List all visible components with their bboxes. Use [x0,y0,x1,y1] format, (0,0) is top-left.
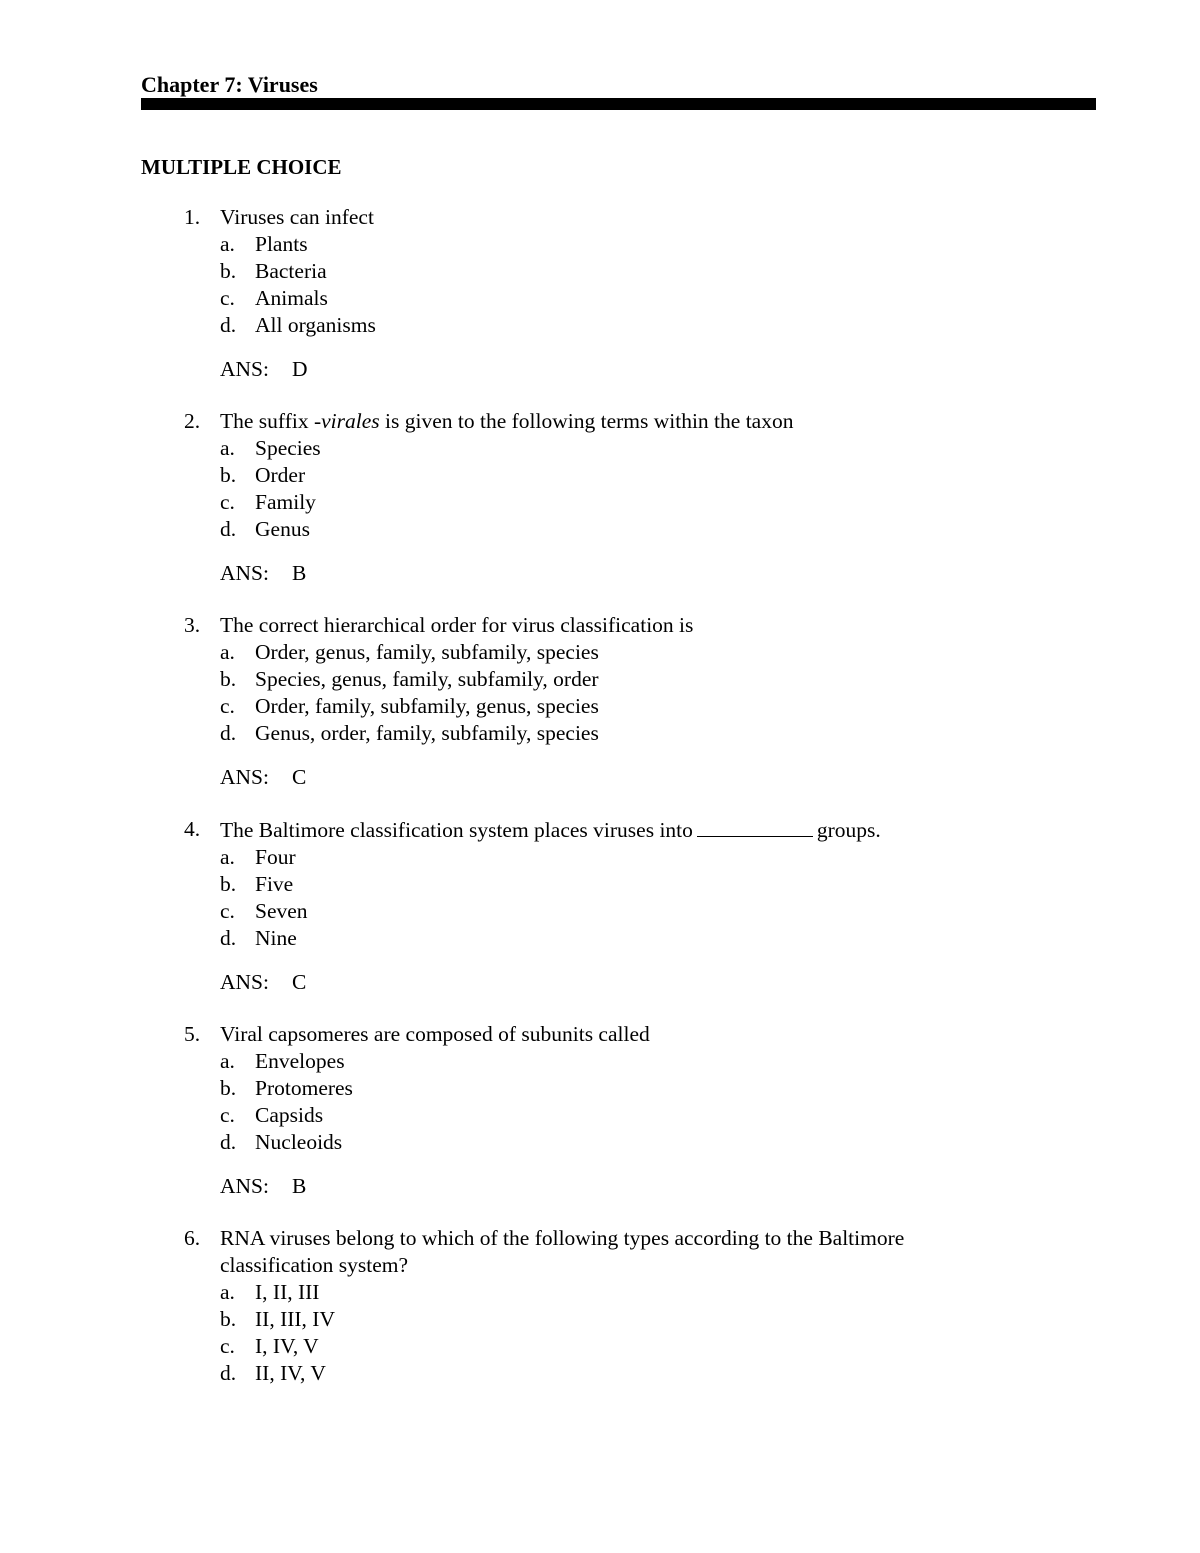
option-c [220,1102,1096,1129]
option-letter: b. [220,463,237,487]
answer-line [220,560,1096,587]
option-list [220,844,1096,952]
option-text: Seven [255,899,308,923]
option-letter: a. [220,845,235,869]
option-a [220,435,1096,462]
option-b [220,462,1096,489]
question-5 [141,1021,1096,1200]
question-stem: Viruses can infect [220,205,374,229]
option-letter: c. [220,694,235,718]
fill-in-blank [697,816,813,837]
question-list [141,204,1096,1387]
option-text: Four [255,845,296,869]
answer-line [220,356,1096,383]
option-text: Animals [255,286,328,310]
option-letter: b. [220,1307,237,1331]
option-letter: d. [220,1361,237,1385]
option-text: Genus, order, family, subfamily, species [255,721,599,745]
option-d [220,925,1096,952]
answer-value: D [292,357,308,381]
question-stem-italic: virales [321,409,380,433]
option-text: II, IV, V [255,1361,326,1385]
question-number: 1. [184,205,201,229]
answer-label: ANS: [220,970,269,994]
option-letter: b. [220,872,237,896]
option-c [220,898,1096,925]
question-number: 2. [184,409,201,433]
option-text: Bacteria [255,259,327,283]
option-c [220,693,1096,720]
option-d [220,1129,1096,1156]
question-stem-post: is given to the following terms within the taxon [379,409,794,433]
option-text: I, IV, V [255,1334,319,1358]
option-b [220,1075,1096,1102]
answer-label: ANS: [220,561,269,585]
option-letter: b. [220,259,237,283]
question-number: 3. [184,613,201,637]
option-a [220,639,1096,666]
option-text: All organisms [255,313,376,337]
option-list [220,639,1096,747]
question-stem [220,816,1096,844]
option-a [220,231,1096,258]
chapter-title: Chapter 7: Viruses [141,72,318,97]
question-3 [141,612,1096,791]
option-text: Order, genus, family, subfamily, species [255,640,599,664]
option-b [220,258,1096,285]
option-text: Family [255,490,316,514]
question-stem-pre: The Baltimore classification system places viruses into [220,818,693,842]
option-letter: d. [220,721,237,745]
question-number: 6. [184,1226,201,1250]
option-text: Species, genus, family, subfamily, order [255,667,599,691]
option-letter: d. [220,1130,237,1154]
option-letter: a. [220,640,235,664]
option-text: Five [255,872,294,896]
option-text: Envelopes [255,1049,345,1073]
option-list [220,435,1096,543]
answer-label: ANS: [220,357,269,381]
option-text: Order, family, subfamily, genus, species [255,694,599,718]
option-text: Nine [255,926,297,950]
question-2 [141,408,1096,587]
option-a [220,844,1096,871]
question-6 [141,1225,1096,1387]
option-letter: c. [220,1103,235,1127]
option-text: Species [255,436,321,460]
question-stem: RNA viruses belong to which of the following types according to the Baltimore classification system? [220,1226,905,1277]
question-4 [141,816,1096,996]
option-letter: b. [220,667,237,691]
answer-label: ANS: [220,765,269,789]
option-text: Plants [255,232,308,256]
option-letter: c. [220,490,235,514]
option-letter: a. [220,232,235,256]
option-b [220,666,1096,693]
option-list [220,1048,1096,1156]
option-letter: a. [220,1049,235,1073]
option-a [220,1048,1096,1075]
option-letter: c. [220,899,235,923]
question-stem [220,408,1096,435]
option-c [220,285,1096,312]
option-a [220,1279,1096,1306]
option-d [220,1360,1096,1387]
question-stem-pre: The suffix - [220,409,322,433]
option-letter: a. [220,436,235,460]
answer-value: B [292,1174,307,1198]
option-letter: d. [220,313,237,337]
option-c [220,1333,1096,1360]
answer-line [220,764,1096,791]
question-number: 4. [184,817,201,841]
option-text: Capsids [255,1103,324,1127]
option-text: I, II, III [255,1280,320,1304]
option-letter: d. [220,926,237,950]
option-b [220,1306,1096,1333]
option-list [220,231,1096,339]
option-c [220,489,1096,516]
option-letter: b. [220,1076,237,1100]
answer-line [220,1173,1096,1200]
option-d [220,516,1096,543]
section-heading: MULTIPLE CHOICE [141,155,342,179]
option-b [220,871,1096,898]
question-stem: Viral capsomeres are composed of subunits called [220,1022,650,1046]
answer-label: ANS: [220,1174,269,1198]
answer-line [220,969,1096,996]
option-letter: c. [220,1334,235,1358]
answer-value: B [292,561,307,585]
option-letter: a. [220,1280,235,1304]
answer-value: C [292,970,307,994]
question-stem: The correct hierarchical order for virus classification is [220,613,694,637]
option-d [220,312,1096,339]
option-text: Genus [255,517,310,541]
document-page [141,70,1096,1412]
option-text: Nucleoids [255,1130,343,1154]
option-text: Order [255,463,306,487]
option-text: Protomeres [255,1076,353,1100]
option-d [220,720,1096,747]
option-text: II, III, IV [255,1307,335,1331]
answer-value: C [292,765,307,789]
option-letter: c. [220,286,235,310]
question-stem-post: groups. [816,818,881,842]
question-1 [141,204,1096,383]
option-list [220,1279,1096,1387]
question-number: 5. [184,1022,201,1046]
option-letter: d. [220,517,237,541]
